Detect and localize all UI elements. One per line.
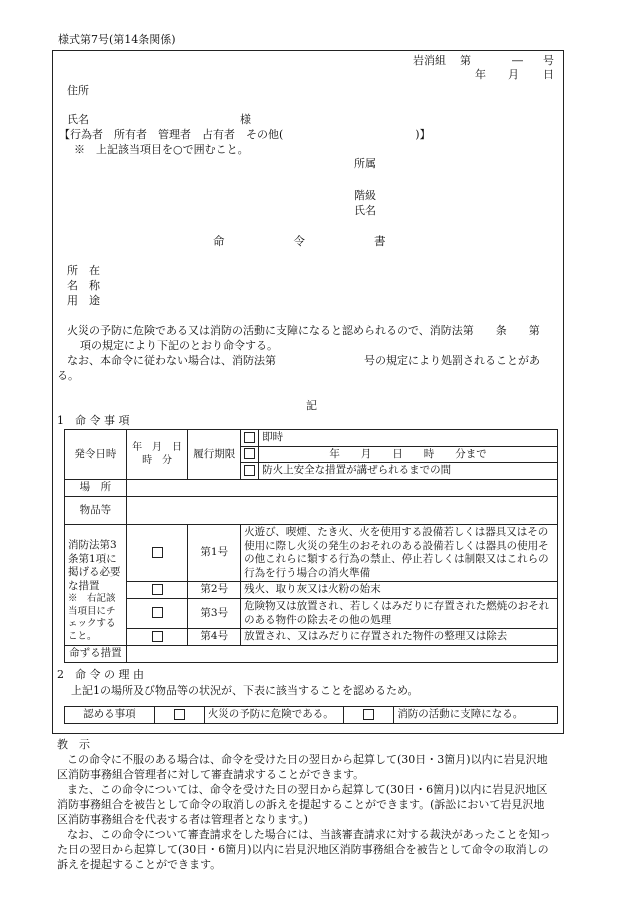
reason-opt-1: 火災の予防に危険である。 (204, 707, 344, 724)
deadline-label: 履行期限 (188, 430, 241, 480)
item-no-2: 第2号 (188, 582, 241, 599)
reason-checkbox-2[interactable] (344, 707, 394, 724)
recog-label: 認める事項 (65, 707, 155, 724)
date-month: 月 (508, 68, 519, 81)
goods-value[interactable] (126, 496, 557, 524)
ordered-label: 命ずる措置 (65, 646, 127, 663)
item-text-1: 火遊び、喫煙、たき火、火を使用する設備若しくは器具又はその使用に際し火災の発生のおそれのある設備若しくは器具の使用その他これらに類する行為の禁止、停止若しくは制限又はこれらの行為を行う場合の消火準備 (241, 524, 558, 582)
notice-line-7: た日の翌日から起算して(30日・6箇月)以内に岩見沢地区消防事務組合を被告として命令の取消しの (57, 843, 549, 856)
place-label: 場 所 (65, 479, 127, 496)
deadline-checkbox-3[interactable] (241, 463, 259, 480)
goods-label: 物品等 (65, 496, 127, 524)
name-label: 氏名 (67, 113, 89, 126)
item-no-4: 第4号 (188, 629, 241, 646)
deadline-checkbox-2[interactable] (241, 446, 259, 463)
para1-line2: 項の規定により下記のとおり命令する。 (80, 339, 278, 352)
notice-line-4: 消防事務組合を被告として命令の取消しの訴えを提起することができます。(訴訟において岩見沢地 (57, 798, 545, 811)
doc-number-dash: ― (512, 54, 523, 67)
measure-checkbox-3[interactable] (126, 599, 188, 629)
notice-line-6: なお、この命令について審査請求をした場合には、当該審査請求に対する裁決があったことを知っ (67, 828, 551, 841)
item-no-1: 第1号 (188, 524, 241, 582)
issue-date: 年 月 日 時 分 (126, 430, 188, 480)
section2-text: 上記1の場所及び物品等の状況が、下表に該当することを認めるため。 (71, 684, 419, 697)
measure-checkbox-2[interactable] (126, 582, 188, 599)
reason-table (64, 706, 558, 724)
section1-heading: 1 命 令 事 項 (57, 414, 130, 427)
issuer-affiliation: 所属 (354, 157, 376, 170)
ki-marker: 記 (306, 399, 317, 412)
date-day: 日 (543, 68, 554, 81)
form-number: 様式第7号(第14条関係) (58, 33, 176, 46)
document-title: 命 令 書 (213, 234, 386, 248)
deadline-opt-1: 即時 (259, 430, 558, 447)
doc-number-dai: 第 (460, 54, 471, 67)
date-year: 年 (475, 68, 486, 81)
item-no-3: 第3号 (188, 599, 241, 629)
reason-checkbox-1[interactable] (154, 707, 204, 724)
measure-label: 消防法第3条第1項に掲げる必要な措置 (68, 538, 121, 592)
notice-heading: 教 示 (57, 738, 90, 751)
role-line: 【行為者 所有者 管理者 占有者 その他( )】 (59, 128, 431, 141)
item-text-4: 放置され、又はみだりに存置された物件の整理又は除去 (241, 629, 558, 646)
issuer-rank: 階級 (354, 189, 376, 202)
doc-number-go: 号 (543, 54, 554, 67)
ordered-value[interactable] (126, 646, 557, 663)
place-value[interactable] (126, 479, 557, 496)
para1-line1: 火災の予防に危険である又は消防の活動に支障になると認められるので、消防法第 条 第 (67, 324, 540, 337)
measure-checkbox-4[interactable] (126, 629, 188, 646)
item-text-2: 残火、取り灰又は火粉の始末 (241, 582, 558, 599)
notice-line-8: 訴えを提起することができます。 (57, 858, 222, 871)
doc-number-prefix: 岩消組 (413, 54, 446, 67)
circle-note: ※ 上記該当項目を○で囲むこと。 (74, 143, 249, 156)
deadline-checkbox-1[interactable] (241, 430, 259, 447)
subject-location: 所 在 (67, 264, 100, 277)
issuer-name: 氏名 (354, 204, 376, 217)
deadline-opt-3: 防火上安全な措置が講ぜられるまでの間 (259, 463, 558, 480)
subject-name: 名 称 (67, 279, 100, 292)
order-table (64, 429, 558, 663)
notice-line-2: 区消防事務組合管理者に対して審査請求することができます。 (57, 768, 365, 781)
deadline-opt-2: 年 月 日 時 分まで (259, 446, 558, 463)
notice-line-3: また、この命令については、命令を受けた日の翌日から起算して(30日・6箇月)以内に岩見沢地区 (67, 783, 548, 796)
honorific: 様 (240, 113, 251, 126)
section2-heading: 2 命 令 の 理 由 (57, 668, 144, 681)
subject-use: 用 途 (67, 294, 100, 307)
item-text-3: 危険物又は放置され、若しくはみだりに存置された燃焼のおそれのある物件の除去その他の処理 (241, 599, 558, 629)
notice-line-5: 区消防事務組合を代表する者は管理者となります。) (57, 813, 308, 826)
notice-line-1: この命令に不服のある場合は、命令を受けた日の翌日から起算して(30日・3箇月)以内に岩見沢地 (67, 753, 548, 766)
reason-opt-2: 消防の活動に支障になる。 (394, 707, 558, 724)
measure-note: ※ 右記該当項目にチェックすること。 (68, 593, 116, 642)
para2-line2: る。 (57, 369, 79, 382)
issue-label: 発令日時 (65, 430, 127, 480)
para2-line1: なお、本命令に従わない場合は、消防法第 号の規定により処罰されることがあ (67, 354, 540, 367)
address-label: 住所 (67, 84, 89, 97)
measure-checkbox-1[interactable] (126, 524, 188, 582)
